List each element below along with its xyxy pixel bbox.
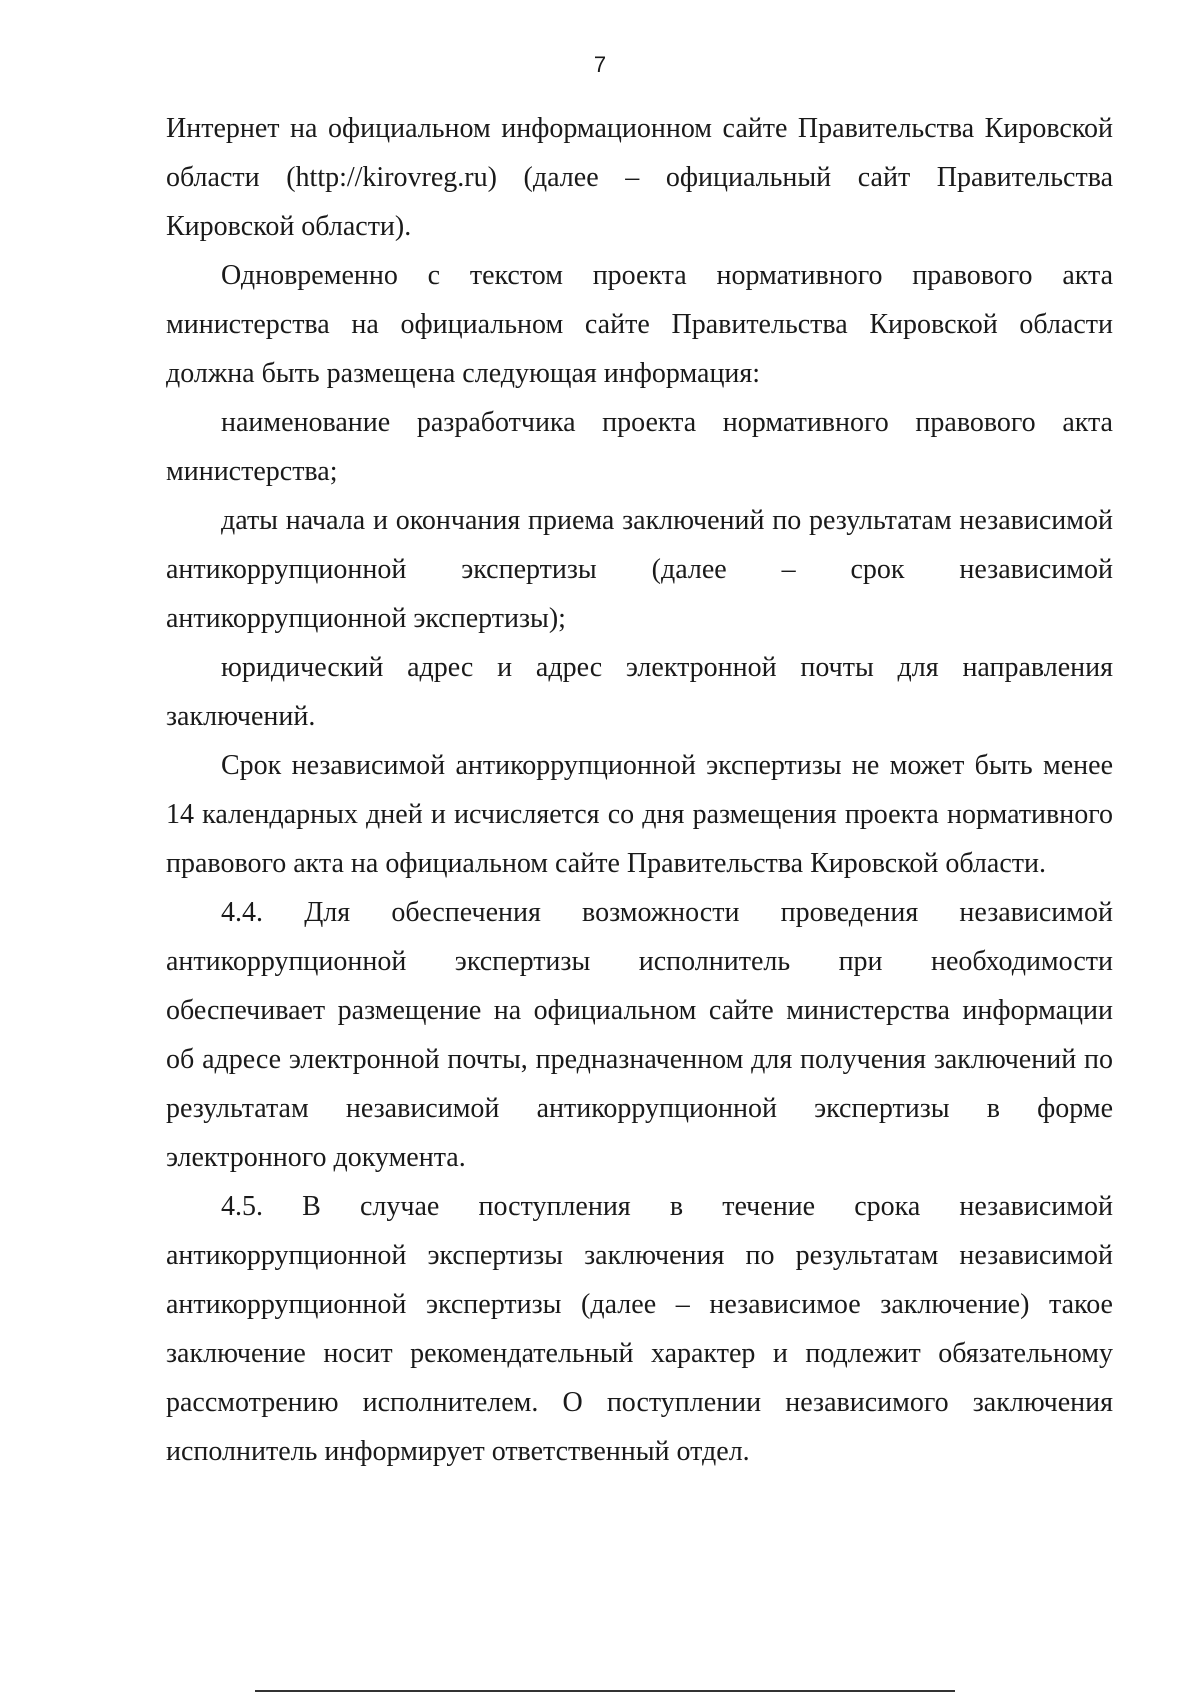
paragraph-address: юридический адрес и адрес электронной почты для направления заключений. — [166, 652, 1113, 732]
paragraph-4-5: 4.5. В случае поступления в течение срока независимой антикоррупционной экспертизы заключения по результатам независимой антикоррупционной экспертизы (далее – независимое заключение) такое заключение носит рекомендательный характер и подлежит обязательному рассмотрению исполнителем. О поступлении независимого заключения исполнитель информирует ответственный отдел. — [166, 1191, 1113, 1467]
paragraph-expertise-term: Срок независимой антикоррупционной экспертизы не может быть менее 14 календарных дней и исчисляется со дня размещения проекта нормативного правового акта на официальном сайте Правительства Кировской области. — [166, 750, 1113, 879]
document-body — [166, 104, 1113, 1476]
paragraph-4-4: 4.4. Для обеспечения возможности проведения независимой антикоррупционной экспертизы исполнитель при необходимости обеспечивает размещение на официальном сайте министерства информации об адресе электронной почты, предназначенном для получения заключений по результатам независимой антикоррупционной экспертизы в форме электронного документа. — [166, 897, 1113, 1173]
footer-divider — [255, 1690, 955, 1692]
page-number: 7 — [593, 52, 607, 77]
paragraph-publication-info: Одновременно с текстом проекта нормативного правового акта министерства на официальном сайте Правительства Кировской области должна быть размещена следующая информация: — [166, 260, 1113, 389]
paragraph-dates: даты начала и окончания приема заключений по результатам независимой антикоррупционной экспертизы (далее – срок независимой антикоррупционной экспертизы); — [166, 505, 1113, 634]
paragraph-continuation: Интернет на официальном информационном сайте Правительства Кировской области (http://kirovreg.ru) (далее – официальный сайт Правительства Кировской области). — [166, 113, 1113, 242]
paragraph-developer-name: наименование разработчика проекта нормативного правового акта министерства; — [166, 407, 1113, 487]
